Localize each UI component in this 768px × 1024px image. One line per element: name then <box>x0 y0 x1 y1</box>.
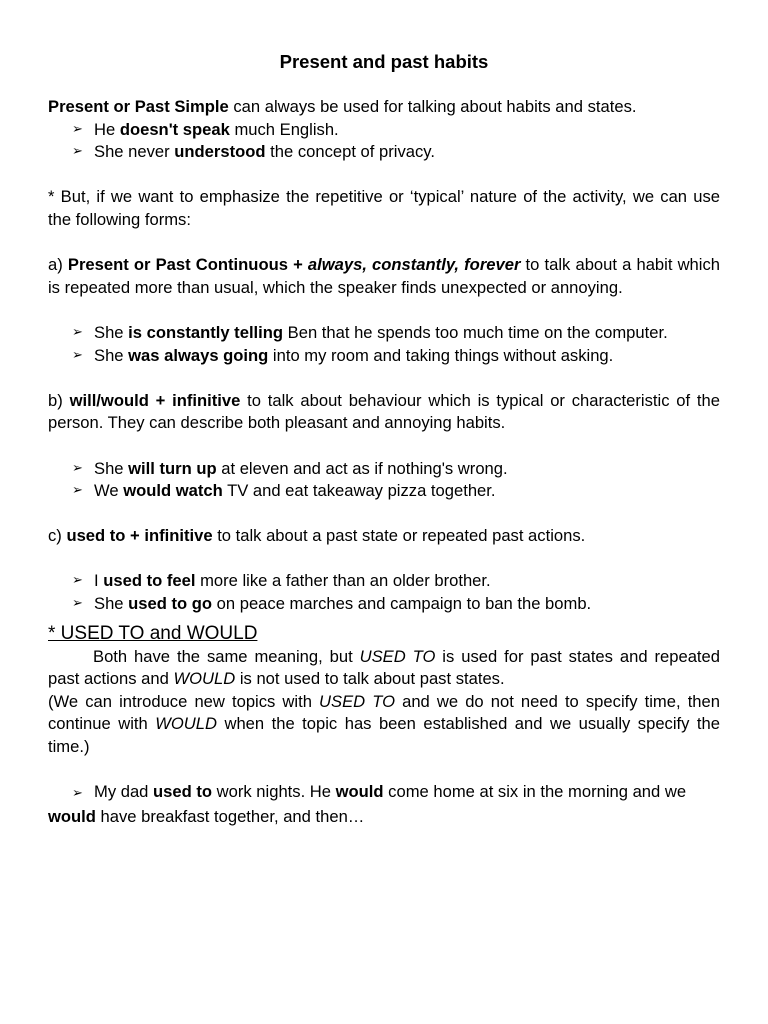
spacer <box>48 435 720 458</box>
list-item: ➢ She will turn up at eleven and act as if nothing's wrong. <box>48 458 720 481</box>
intro-text: can always be used for talking about habits and states. <box>228 97 637 116</box>
section-c-example-list <box>48 570 720 615</box>
list-item: ➢ I used to feel more like a father than an older brother. <box>48 570 720 593</box>
arrow-bullet-icon: ➢ <box>72 324 83 340</box>
list-item: ➢ She never understood the concept of privacy. <box>48 141 720 164</box>
used-to-would-heading: * USED TO and WOULD <box>48 622 258 644</box>
intro-paragraph <box>48 96 720 119</box>
arrow-bullet-icon: ➢ <box>72 786 83 802</box>
section-a-example-list <box>48 322 720 367</box>
arrow-bullet-icon: ➢ <box>72 483 83 499</box>
list-item: ➢ She used to go on peace marches and campaign to ban the bomb. <box>48 593 720 616</box>
used-to-would-paragraph: Both have the same meaning, but USED TO is used for past states and repeated past actions and WOULD is not used to talk about past states. <box>48 646 720 689</box>
list-item: ➢ She was always going into my room and taking things without asking. <box>48 345 720 368</box>
page-title: Present and past habits <box>279 51 489 72</box>
section-b-paragraph: b) will/would + infinitive to talk about behaviour which is typical or characteristic of the person. They can describe both pleasant and annoying habits. <box>48 390 720 433</box>
list-item: ➢ We would watch TV and eat takeaway pizza together. <box>48 480 720 503</box>
arrow-bullet-icon: ➢ <box>72 573 83 589</box>
list-item: ➢ She is constantly telling Ben that he spends too much time on the computer. <box>48 322 720 345</box>
section-a-paragraph: a) Present or Past Continuous + always, constantly, forever to talk about a habit which is repeated more than usual, which the speaker finds unexpected or annoying. <box>48 255 721 297</box>
spacer <box>48 232 720 255</box>
spacer <box>48 503 720 526</box>
spacer <box>48 548 720 571</box>
used-to-would-note: (We can introduce new topics with USED TO and we do not need to specify time, then continue with WOULD when the topic has been established and we usually specify the time.) <box>48 691 720 757</box>
section-b-example-list <box>48 458 720 503</box>
emphasis-note: * But, if we want to emphasize the repetitive or ‘typical’ nature of the activity, we can use the following forms: <box>48 187 720 229</box>
intro-example-list <box>48 119 720 164</box>
section-c-paragraph: c) used to + infinitive to talk about a past state or repeated past actions. <box>48 526 586 546</box>
spacer <box>48 164 720 187</box>
arrow-bullet-icon: ➢ <box>72 596 83 612</box>
arrow-bullet-icon: ➢ <box>72 347 83 363</box>
spacer <box>48 299 720 322</box>
list-item: ➢ He doesn't speak much English. <box>48 119 720 142</box>
spacer <box>48 759 720 782</box>
used-to-would-example: ➢ My dad used to work nights. He would come home at six in the morning and we would have breakfast together, and then… <box>48 782 687 826</box>
arrow-bullet-icon: ➢ <box>72 144 83 160</box>
arrow-bullet-icon: ➢ <box>72 460 83 476</box>
intro-bold: Present or Past Simple <box>48 97 229 116</box>
arrow-bullet-icon: ➢ <box>72 121 83 137</box>
spacer <box>48 367 720 390</box>
